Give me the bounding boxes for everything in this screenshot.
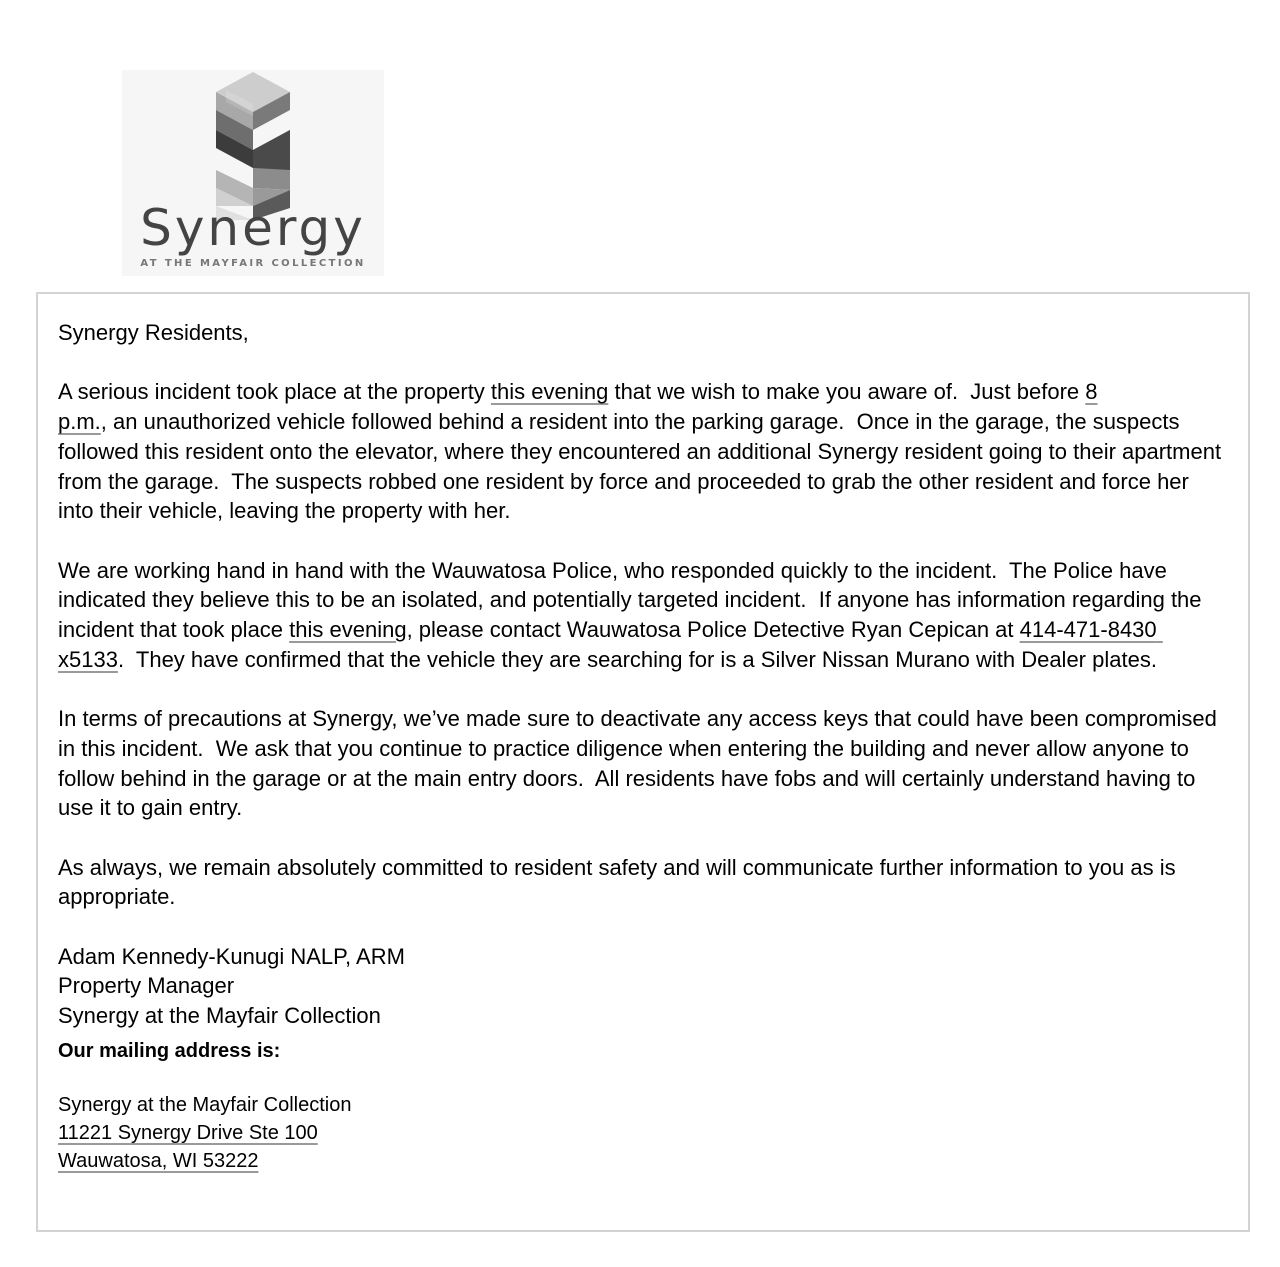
synergy-logo — [122, 70, 384, 276]
signature-title: Property Manager — [58, 973, 235, 999]
letter-content — [58, 318, 1228, 1175]
text-span: . They have confirmed that the vehicle they are searching for is a Silver Nissan Murano with Dealer plates. — [117, 646, 1157, 672]
text-span: , an unauthorized vehicle followed behind a resident into the parking garage. Once in the garage, the suspects followed this resident onto the elevator, where they encountered an additional Synergy resident going to their apartment from the garage. The suspects robbed one resident by force and proceeded to grab the other resident and force her into their vehicle, leaving the property with her. — [58, 409, 1228, 524]
address-street-link[interactable]: 11221 Synergy Drive Ste 100 — [58, 1121, 318, 1144]
address-org: Synergy at the Mayfair Collection — [58, 1093, 352, 1116]
mailing-address — [58, 1091, 1228, 1175]
text-span: We are working hand in hand with the Wauwatosa Police, who responded quickly to the incident. The Police have indicated they believe this to be an isolated, and potentially targeted incident. If anyone has information regarding the incident that took place — [58, 557, 1208, 642]
email-body-panel — [36, 292, 1250, 1232]
signature-name: Adam Kennedy-Kunugi NALP, ARM — [58, 943, 405, 969]
time-link-8pm[interactable]: 8 — [1085, 379, 1098, 405]
logo-tagline: AT THE MAYFAIR COLLECTION — [140, 258, 366, 269]
text-span: A serious incident took place at the property — [58, 379, 491, 405]
greeting: Synergy Residents, — [58, 320, 249, 345]
address-city-link[interactable]: Wauwatosa, WI 53222 — [58, 1149, 259, 1172]
logo-brand-text: Synergy — [140, 199, 366, 257]
paragraph-incident — [58, 377, 1228, 526]
time-link-pm[interactable]: p.m. — [58, 409, 101, 435]
phone-link[interactable]: 414-471-8430 x5133 — [58, 617, 1163, 672]
date-link-this-evening[interactable]: this evening — [490, 379, 609, 405]
text-span: , please contact Wauwatosa Police Detective Ryan Cepican at — [406, 617, 1020, 642]
paragraph-police — [58, 556, 1228, 675]
signature-org: Synergy at the Mayfair Collection — [58, 1003, 381, 1029]
mailing-address-heading: Our mailing address is: — [58, 1039, 281, 1062]
date-link-this-evening-2[interactable]: this evening — [289, 617, 407, 642]
text-span: that we wish to make you aware of. Just before — [608, 379, 1086, 405]
paragraph-commitment: As always, we remain absolutely committed to resident safety and will communicate further information to you as is appropriate. — [58, 854, 1182, 910]
paragraph-precautions: In terms of precautions at Synergy, we’ve made sure to deactivate any access keys that could have been compromised in this incident. We ask that you continue to practice diligence when entering the building and never allow anyone to follow behind in the garage or at the main entry doors. All residents have fobs and will certainly understand having to use it to gain entry. — [58, 706, 1223, 821]
